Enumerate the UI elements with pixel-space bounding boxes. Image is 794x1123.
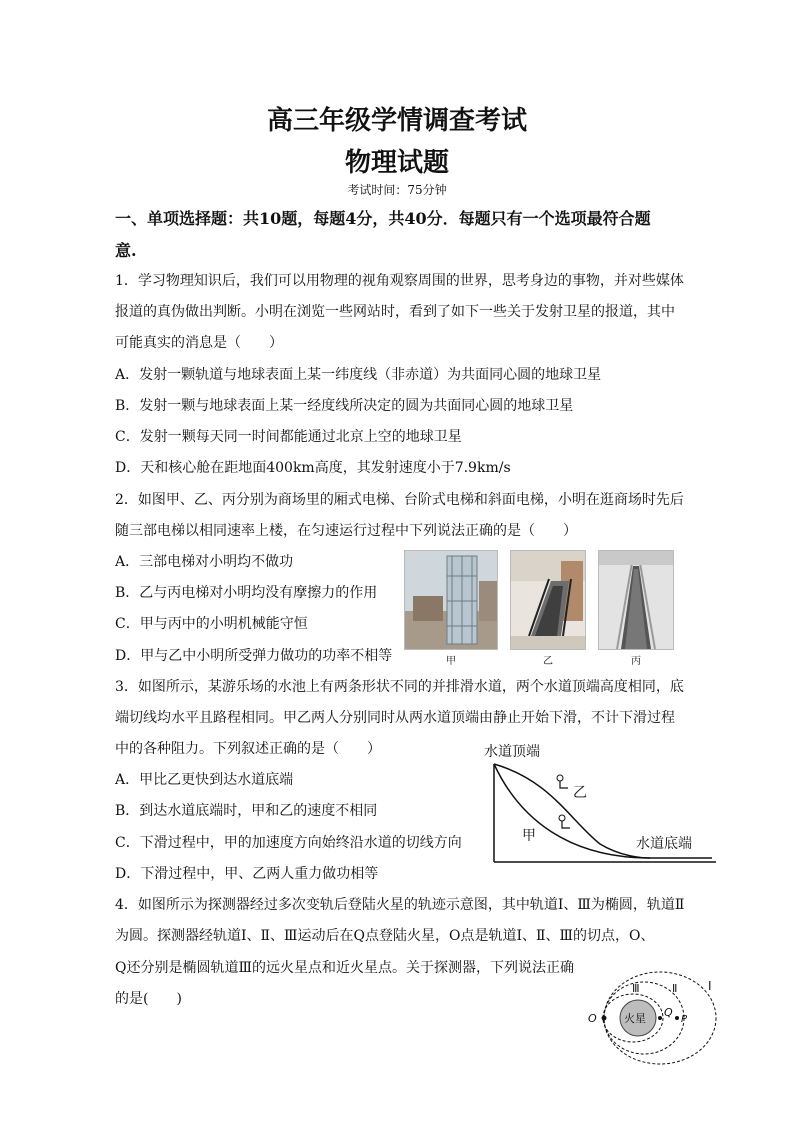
q2-option-a: A．三部电梯对小明均不做功 [115, 554, 294, 570]
q4-stem-line1: 4．如图所示为探测器经过多次变轨后登陆火星的轨迹示意图，其中轨道Ⅰ、Ⅲ为椭圆，轨道Ⅱ [115, 897, 685, 913]
q3-stem-line3: 中的各种阻力。下列叙述正确的是（ ） [115, 741, 381, 757]
q1-option-c: C．发射一颗每天同一时间都能通过北京上空的地球卫星 [115, 429, 462, 445]
fig-label-yi: 乙 [573, 785, 587, 801]
photo-travelator [598, 550, 674, 650]
q1-option-d: D．天和核心舱在距地面400km高度，其发射速度小于7.9km/s [115, 460, 511, 476]
caption-yi: 乙 [543, 656, 553, 667]
fig-label-q: Q [664, 1006, 673, 1019]
q1-stem-line3: 可能真实的消息是（ ） [115, 335, 283, 351]
fig-label-o: O [588, 1012, 597, 1025]
water-slide-figure [480, 740, 720, 866]
q3-option-a: A．甲比乙更快到达水道底端 [115, 772, 294, 788]
q3-option-d: D．下滑过程中，甲、乙两人重力做功相等 [115, 866, 379, 882]
exam-title: 高三年级学情调查考试 [266, 106, 527, 136]
fig-label-jia: 甲 [522, 828, 536, 844]
exam-time: 考试时间：75分钟 [347, 183, 447, 197]
q2-option-b: B．乙与丙电梯对小明均没有摩擦力的作用 [115, 585, 378, 601]
fig-label-p: P [681, 1014, 688, 1025]
photo-elevator [404, 550, 498, 650]
fig-label-top: 水道顶端 [484, 744, 540, 760]
q2-stem-line1: 2．如图甲、乙、丙分别为商场里的厢式电梯、台阶式电梯和斜面电梯，小明在逛商场时先后 [115, 492, 684, 508]
mars-orbit-figure [580, 966, 720, 1076]
q1-option-b: B．发射一颗与地球表面上某一经度线所决定的圆为共面同心圆的地球卫星 [115, 398, 574, 414]
q1-stem-line2: 报道的真伪做出判断。小明在浏览一些网站时，看到了如下一些关于发射卫星的报道，其中 [115, 304, 675, 320]
q1-option-a: A．发射一颗轨道与地球表面上某一纬度线（非赤道）为共面同心圆的地球卫星 [115, 367, 602, 383]
q3-option-b: B．到达水道底端时，甲和乙的速度不相同 [115, 803, 378, 819]
photo-escalator [510, 550, 586, 650]
fig-label-mars: 火星 [624, 1012, 646, 1025]
section-heading-line2: 意. [115, 241, 137, 260]
q4-stem-line3: Q还分别是椭圆轨道Ⅲ的远火星点和近火星点。关于探测器，下列说法正确 [115, 960, 574, 976]
fig-label-bottom: 水道底端 [636, 836, 692, 852]
q3-stem-line2: 端切线均水平且路程相同。甲乙两人分别同时从两水道顶端由静止开始下滑，不计下滑过程 [115, 710, 675, 726]
q1-stem-line1: 1．学习物理知识后，我们可以用物理的视角观察周围的世界，思考身边的事物，并对些媒体 [115, 273, 684, 289]
q2-option-d: D．甲与乙中小明所受弹力做功的功率不相等 [115, 648, 393, 664]
q3-option-c: C．下滑过程中，甲的加速度方向始终沿水道的切线方向 [115, 835, 462, 851]
q2-option-c: C．甲与丙中的小明机械能守恒 [115, 616, 308, 632]
caption-bing: 丙 [631, 656, 641, 667]
q4-stem-line2: 为圆。探测器经轨道Ⅰ、Ⅱ、Ⅲ运动后在Q点登陆火星，O点是轨道Ⅰ、Ⅱ、Ⅲ的切点，O、 [115, 928, 655, 944]
q3-stem-line1: 3．如图所示，某游乐场的水池上有两条形状不同的并排滑水道，两个水道顶端高度相同，底 [115, 679, 684, 695]
fig-label-orbit3: Ⅲ [632, 982, 640, 995]
q4-stem-line4: 的是( ) [115, 991, 182, 1007]
subject-title: 物理试题 [344, 148, 449, 178]
fig-label-orbit1: Ⅰ [708, 979, 712, 993]
section-heading-line1: 一、单项选择题：共10题，每题4分，共40分．每题只有一个选项最符合题 [115, 209, 651, 228]
fig-label-orbit2: Ⅱ [672, 982, 678, 995]
q2-stem-line2: 随三部电梯以相同速率上楼，在匀速运行过程中下列说法正确的是（ ） [115, 523, 577, 539]
caption-jia: 甲 [446, 656, 456, 667]
